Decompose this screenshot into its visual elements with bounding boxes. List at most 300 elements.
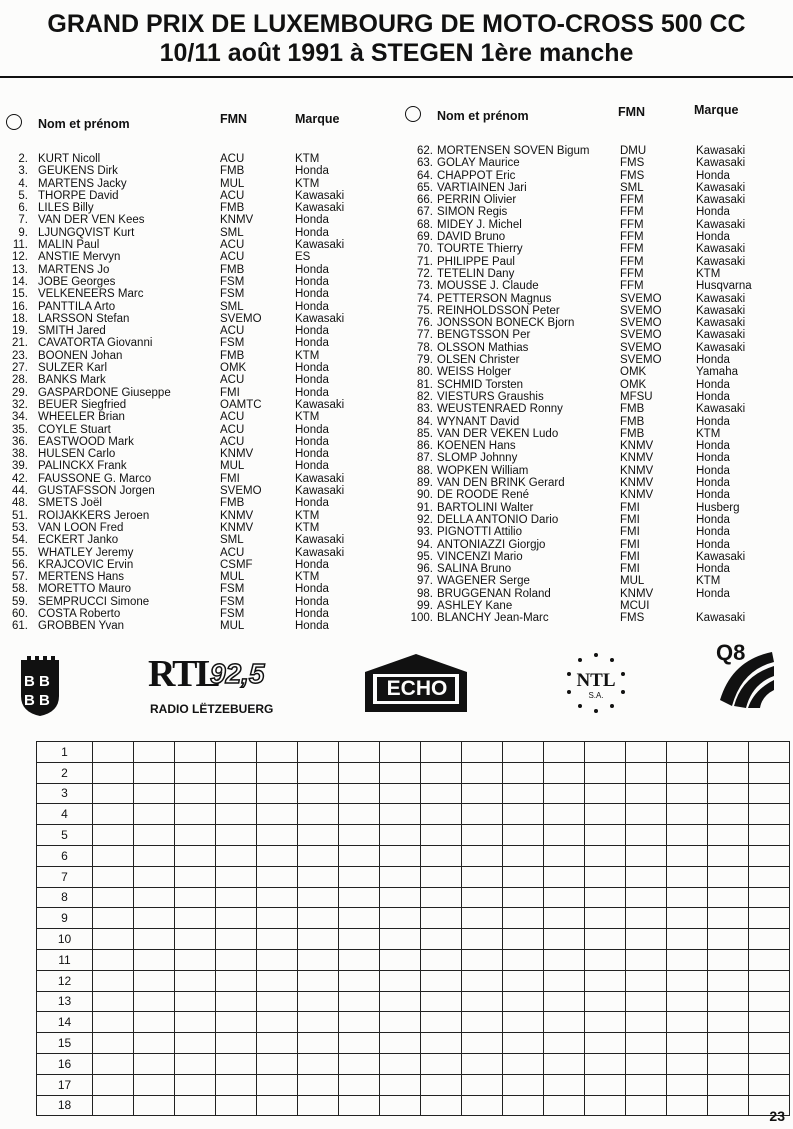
grid-cell xyxy=(339,908,380,929)
grid-cell xyxy=(257,1033,298,1054)
rider-name: PETTERSON Magnus xyxy=(437,292,552,305)
rider-name: WHEELER Brian xyxy=(38,411,125,424)
rider-row xyxy=(400,526,793,538)
rider-number: 5. xyxy=(18,189,28,202)
rider-brand: Honda xyxy=(696,206,730,219)
rider-brand: Kawasaki xyxy=(696,403,746,416)
rider-brand: Kawasaki xyxy=(295,534,345,547)
circle-marker-icon xyxy=(6,114,22,130)
rider-number: 18. xyxy=(12,312,28,325)
grid-row xyxy=(37,949,790,970)
rider-number: 75. xyxy=(417,304,433,317)
grid-cell xyxy=(380,991,421,1012)
grid-cell xyxy=(585,1053,626,1074)
page-subtitle: 10/11 août 1991 à STEGEN 1ère manche xyxy=(159,39,634,67)
grid-cell xyxy=(749,762,790,783)
rider-row xyxy=(0,362,390,374)
grid-cell xyxy=(93,866,134,887)
grid-cell xyxy=(421,845,462,866)
rider-brand: Kawasaki xyxy=(696,218,746,231)
rider-brand: Honda xyxy=(295,337,329,350)
rider-number: 32. xyxy=(12,398,28,411)
grid-cell xyxy=(749,1074,790,1095)
grid-cell xyxy=(626,908,667,929)
rider-brand: Kawasaki xyxy=(696,329,746,342)
rider-brand: Honda xyxy=(696,231,730,244)
rider-name: BENGTSSON Per xyxy=(437,329,531,342)
grid-cell xyxy=(503,1053,544,1074)
bbb-letters: B B xyxy=(24,673,50,690)
rider-number: 12. xyxy=(12,251,28,264)
rider-name: MIDEY J. Michel xyxy=(437,218,522,231)
grid-cell xyxy=(585,1033,626,1054)
rider-row xyxy=(400,366,793,378)
grid-cell xyxy=(216,825,257,846)
rider-name: JONSSON BONECK Bjorn xyxy=(437,317,575,330)
grid-row xyxy=(37,742,790,763)
grid-cell xyxy=(667,742,708,763)
grid-cell xyxy=(216,887,257,908)
rider-fmn: SML xyxy=(220,300,244,313)
rider-brand: Honda xyxy=(295,362,329,375)
grid-cell xyxy=(421,929,462,950)
grid-cell xyxy=(626,991,667,1012)
rider-name: MORTENSEN SOVEN Bigum xyxy=(437,145,590,157)
grid-cell xyxy=(134,1053,175,1074)
rider-row xyxy=(0,202,390,214)
grid-cell xyxy=(462,866,503,887)
rider-row xyxy=(400,170,793,182)
rider-name: FAUSSONE G. Marco xyxy=(38,472,152,485)
grid-cell xyxy=(626,949,667,970)
rider-name: WOPKEN William xyxy=(437,464,529,477)
rider-number: 9. xyxy=(18,226,28,239)
rider-number: 6. xyxy=(18,202,28,215)
header-name-right: Nom et prénom xyxy=(437,109,529,123)
grid-cell xyxy=(298,929,339,950)
rider-fmn: OMK xyxy=(220,362,247,375)
grid-cell xyxy=(585,845,626,866)
rider-name: BOONEN Johan xyxy=(38,349,123,362)
rider-brand: Honda xyxy=(295,620,329,633)
rider-name: DE ROODE René xyxy=(437,489,530,502)
rider-brand: Honda xyxy=(295,448,329,461)
rider-name: GROBBEN Yvan xyxy=(38,620,125,633)
rider-brand: Honda xyxy=(295,374,329,387)
rider-row xyxy=(0,153,390,165)
grid-cell xyxy=(749,887,790,908)
rider-row xyxy=(400,502,793,514)
rider-number: 76. xyxy=(417,317,433,330)
grid-cell xyxy=(462,804,503,825)
rider-fmn: FSM xyxy=(220,595,245,608)
rider-brand: Kawasaki xyxy=(295,239,345,252)
rider-name: TETELIN Dany xyxy=(437,267,515,280)
grid-cell xyxy=(462,970,503,991)
grid-cell xyxy=(298,825,339,846)
rider-brand: Kawasaki xyxy=(696,317,746,330)
grid-cell xyxy=(708,742,749,763)
grid-cell xyxy=(216,783,257,804)
grid-cell xyxy=(626,887,667,908)
grid-cell xyxy=(585,908,626,929)
grid-cell xyxy=(626,825,667,846)
grid-cell xyxy=(134,804,175,825)
grid-cell xyxy=(175,949,216,970)
rider-row xyxy=(0,399,390,411)
grid-cell xyxy=(175,1053,216,1074)
grid-cell xyxy=(585,1095,626,1116)
grid-cell xyxy=(175,1012,216,1033)
rider-fmn: FFM xyxy=(620,280,644,293)
rider-number: 88. xyxy=(417,464,433,477)
grid-cell xyxy=(667,762,708,783)
rider-row xyxy=(400,563,793,575)
rider-number: 99. xyxy=(417,599,433,612)
grid-cell xyxy=(544,991,585,1012)
rider-number: 55. xyxy=(12,546,28,559)
grid-cell xyxy=(257,845,298,866)
rider-name: PALINCKX Frank xyxy=(38,460,127,473)
rider-brand: Honda xyxy=(295,497,329,510)
grid-cell xyxy=(93,783,134,804)
rider-name: COSTA Roberto xyxy=(38,607,121,620)
grid-cell xyxy=(585,804,626,825)
rider-name: DAVID Bruno xyxy=(437,231,506,244)
grid-cell xyxy=(380,825,421,846)
grid-cell xyxy=(339,783,380,804)
grid-cell xyxy=(421,742,462,763)
rider-brand: Honda xyxy=(696,452,730,465)
grid-cell xyxy=(134,845,175,866)
grid-cell xyxy=(462,1074,503,1095)
grid-cell xyxy=(298,866,339,887)
rider-number: 73. xyxy=(417,280,433,293)
grid-cell xyxy=(257,970,298,991)
grid-cell xyxy=(585,949,626,970)
grid-cell xyxy=(298,887,339,908)
grid-cell xyxy=(134,991,175,1012)
grid-cell xyxy=(175,1095,216,1116)
rider-name: SULZER Karl xyxy=(38,362,108,375)
rider-name: VIESTURS Graushis xyxy=(437,390,544,403)
grid-cell xyxy=(175,929,216,950)
grid-cell xyxy=(93,742,134,763)
grid-cell xyxy=(462,762,503,783)
rider-number: 59. xyxy=(12,595,28,608)
rider-fmn: KNMV xyxy=(620,464,654,477)
grid-cell xyxy=(93,845,134,866)
grid-cell xyxy=(175,1033,216,1054)
grid-cell xyxy=(421,991,462,1012)
grid-cell xyxy=(216,845,257,866)
rider-brand: Honda xyxy=(295,435,329,448)
rider-number: 82. xyxy=(417,390,433,403)
grid-cell xyxy=(503,1012,544,1033)
svg-text:B B: B B xyxy=(24,692,50,709)
rider-number: 36. xyxy=(12,435,28,448)
ntl-logo-subtitle: S.A. xyxy=(588,691,604,700)
grid-cell xyxy=(93,929,134,950)
rider-fmn: SVEMO xyxy=(620,292,662,305)
grid-cell xyxy=(339,887,380,908)
rider-fmn: FSM xyxy=(220,607,245,620)
grid-cell xyxy=(298,991,339,1012)
lap-chart-grid xyxy=(36,741,790,1116)
rider-fmn: MUL xyxy=(220,177,245,190)
rider-row xyxy=(400,206,793,218)
rtl-logo-main: RTL xyxy=(148,653,219,695)
rider-number: 54. xyxy=(12,534,28,547)
grid-cell xyxy=(708,866,749,887)
rider-number: 74. xyxy=(417,292,433,305)
grid-cell xyxy=(216,949,257,970)
page-number: 23 xyxy=(769,1108,785,1124)
grid-cell xyxy=(421,1074,462,1095)
grid-row-number: 15 xyxy=(37,1033,93,1054)
grid-cell xyxy=(708,908,749,929)
grid-row-number: 3 xyxy=(37,783,93,804)
grid-cell xyxy=(93,908,134,929)
rider-fmn: CSMF xyxy=(220,558,253,571)
rider-name: SMETS Joël xyxy=(38,497,102,510)
rider-name: PHILIPPE Paul xyxy=(437,255,515,268)
grid-cell xyxy=(462,887,503,908)
grid-row xyxy=(37,783,790,804)
grid-cell xyxy=(544,1012,585,1033)
rider-row xyxy=(400,243,793,255)
rider-brand: Kawasaki xyxy=(696,157,746,170)
rider-row xyxy=(400,145,793,157)
rider-fmn: FMI xyxy=(620,501,640,514)
rider-brand: Honda xyxy=(295,275,329,288)
grid-cell xyxy=(708,762,749,783)
rider-row xyxy=(0,547,390,559)
grid-cell xyxy=(93,762,134,783)
rider-name: KRAJCOVIC Ervin xyxy=(38,558,134,571)
grid-cell xyxy=(175,762,216,783)
rider-name: SEMPRUCCI Simone xyxy=(38,595,150,608)
rider-number: 34. xyxy=(12,411,28,424)
rider-number: 92. xyxy=(417,513,433,526)
rider-row xyxy=(0,473,390,485)
grid-cell xyxy=(134,970,175,991)
grid-row xyxy=(37,908,790,929)
grid-cell xyxy=(257,762,298,783)
rider-brand: Kawasaki xyxy=(696,292,746,305)
rider-row xyxy=(0,559,390,571)
ntl-logo-text: NTL xyxy=(576,670,616,691)
grid-cell xyxy=(421,866,462,887)
rider-brand: KTM xyxy=(295,509,320,522)
grid-row xyxy=(37,845,790,866)
grid-cell xyxy=(421,949,462,970)
rider-brand: Honda xyxy=(696,477,730,490)
grid-cell xyxy=(708,887,749,908)
rider-fmn: MUL xyxy=(220,460,245,473)
rider-name: BRUGGENAN Roland xyxy=(437,587,551,600)
rtl-logo xyxy=(148,652,278,722)
rider-brand: Honda xyxy=(696,489,730,502)
grid-cell xyxy=(749,1033,790,1054)
rider-row xyxy=(400,256,793,268)
grid-cell xyxy=(93,1033,134,1054)
grid-cell xyxy=(380,949,421,970)
rider-number: 66. xyxy=(417,194,433,207)
rider-number: 86. xyxy=(417,440,433,453)
grid-cell xyxy=(667,1053,708,1074)
grid-cell xyxy=(708,929,749,950)
grid-cell xyxy=(298,845,339,866)
rider-fmn: SVEMO xyxy=(620,317,662,330)
grid-cell xyxy=(585,866,626,887)
grid-cell xyxy=(134,908,175,929)
echo-logo xyxy=(363,652,469,714)
grid-cell xyxy=(544,887,585,908)
rider-number: 70. xyxy=(417,243,433,256)
rider-fmn: FMI xyxy=(620,513,640,526)
grid-cell xyxy=(462,1053,503,1074)
rider-number: 13. xyxy=(12,263,28,276)
rider-brand: Honda xyxy=(295,300,329,313)
grid-cell xyxy=(134,1074,175,1095)
rider-number: 53. xyxy=(12,521,28,534)
grid-cell xyxy=(626,970,667,991)
rider-row xyxy=(0,534,390,546)
rider-number: 77. xyxy=(417,329,433,342)
rider-brand: Kawasaki xyxy=(696,145,746,157)
grid-cell xyxy=(462,1095,503,1116)
rider-fmn: MUL xyxy=(220,620,245,633)
rider-name: BARTOLINI Walter xyxy=(437,501,534,514)
grid-row xyxy=(37,1053,790,1074)
rider-name: KOENEN Hans xyxy=(437,440,516,453)
grid-cell xyxy=(257,949,298,970)
grid-cell xyxy=(134,1012,175,1033)
rider-number: 42. xyxy=(12,472,28,485)
rider-fmn: SVEMO xyxy=(620,329,662,342)
rider-name: SMITH Jared xyxy=(38,325,106,338)
grid-row-number: 4 xyxy=(37,804,93,825)
grid-cell xyxy=(257,929,298,950)
grid-cell xyxy=(339,742,380,763)
grid-cell xyxy=(216,1053,257,1074)
rider-fmn: KNMV xyxy=(620,587,654,600)
grid-cell xyxy=(339,1053,380,1074)
rider-name: ANSTIE Mervyn xyxy=(38,251,121,264)
rider-name: TOURTE Thierry xyxy=(437,243,523,256)
rider-number: 39. xyxy=(12,460,28,473)
rider-row xyxy=(400,575,793,587)
grid-cell xyxy=(667,887,708,908)
grid-cell xyxy=(339,825,380,846)
grid-cell xyxy=(544,825,585,846)
rider-row xyxy=(0,288,390,300)
grid-cell xyxy=(708,991,749,1012)
grid-cell xyxy=(544,804,585,825)
rider-row xyxy=(0,264,390,276)
grid-cell xyxy=(134,949,175,970)
rider-row xyxy=(400,280,793,292)
rider-name: LILES Billy xyxy=(38,202,94,215)
header-brand-right: Marque xyxy=(694,103,739,117)
rider-name: MERTENS Hans xyxy=(38,571,125,584)
grid-cell xyxy=(708,783,749,804)
rider-row xyxy=(400,391,793,403)
echo-logo-text: ECHO xyxy=(386,677,448,700)
grid-row-number: 13 xyxy=(37,991,93,1012)
grid-cell xyxy=(380,762,421,783)
rider-brand: Honda xyxy=(696,378,730,391)
rider-brand: Kawasaki xyxy=(295,189,345,202)
rider-brand: Honda xyxy=(696,440,730,453)
grid-row xyxy=(37,804,790,825)
rider-number: 2. xyxy=(18,153,28,165)
rider-name: ECKERT Janko xyxy=(38,534,119,547)
grid-cell xyxy=(626,1012,667,1033)
grid-cell xyxy=(175,825,216,846)
rider-brand: Honda xyxy=(295,595,329,608)
grid-cell xyxy=(339,866,380,887)
grid-cell xyxy=(93,949,134,970)
rider-brand: Kawasaki xyxy=(295,546,345,559)
rider-brand: Honda xyxy=(295,460,329,473)
rider-row xyxy=(0,165,390,177)
grid-row-number: 10 xyxy=(37,929,93,950)
rider-brand: Honda xyxy=(696,169,730,182)
grid-cell xyxy=(667,1012,708,1033)
grid-cell xyxy=(503,804,544,825)
rider-row xyxy=(400,403,793,415)
grid-cell xyxy=(585,783,626,804)
rider-number: 83. xyxy=(417,403,433,416)
grid-cell xyxy=(93,825,134,846)
rider-fmn: ACU xyxy=(220,189,245,202)
grid-cell xyxy=(626,804,667,825)
grid-cell xyxy=(257,783,298,804)
rider-number: 56. xyxy=(12,558,28,571)
grid-cell xyxy=(749,866,790,887)
grid-cell xyxy=(380,908,421,929)
rider-row xyxy=(0,424,390,436)
rider-number: 80. xyxy=(417,366,433,379)
grid-cell xyxy=(298,949,339,970)
rider-number: 21. xyxy=(12,337,28,350)
grid-cell xyxy=(626,762,667,783)
rider-row xyxy=(400,539,793,551)
grid-cell xyxy=(626,1033,667,1054)
grid-cell xyxy=(257,1074,298,1095)
grid-cell xyxy=(708,1095,749,1116)
rider-brand: Kawasaki xyxy=(696,612,746,625)
rider-number: 95. xyxy=(417,550,433,563)
grid-cell xyxy=(380,929,421,950)
grid-cell xyxy=(503,783,544,804)
grid-cell xyxy=(585,929,626,950)
grid-cell xyxy=(216,1012,257,1033)
rider-number: 16. xyxy=(12,300,28,313)
grid-cell xyxy=(257,1012,298,1033)
rider-row xyxy=(400,268,793,280)
grid-cell xyxy=(708,845,749,866)
rider-name: WEUSTENRAED Ronny xyxy=(437,403,563,416)
grid-row-number: 18 xyxy=(37,1095,93,1116)
grid-cell xyxy=(626,1074,667,1095)
rider-name: MORETTO Mauro xyxy=(38,583,132,596)
rider-name: VAN DER VEKEN Ludo xyxy=(437,427,559,440)
rider-fmn: MFSU xyxy=(620,390,653,403)
rider-row xyxy=(0,313,390,325)
